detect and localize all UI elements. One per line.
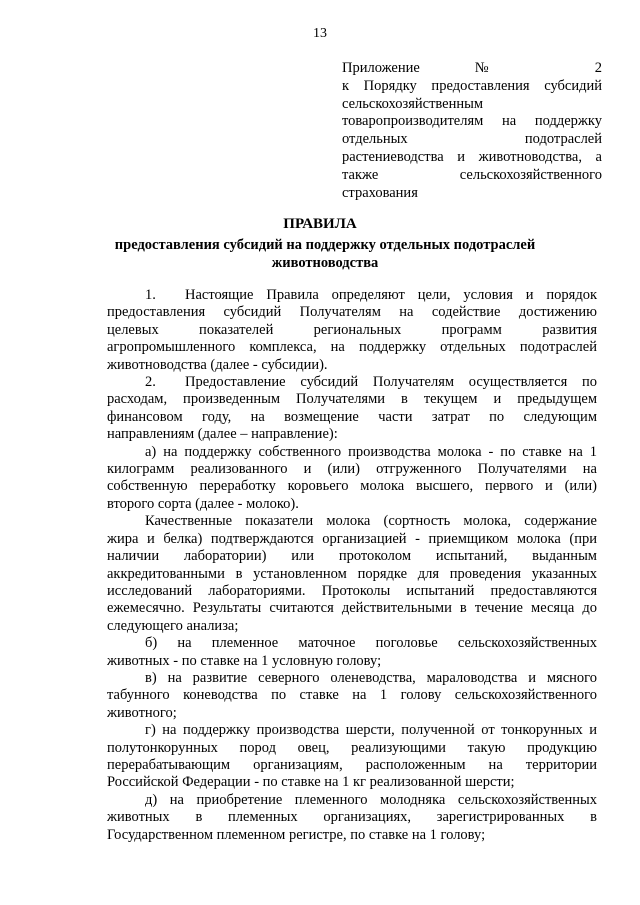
paragraph-d [107, 792, 597, 844]
paragraph-line: д) на приобретение племенного молодняка сельскохозяйственных [145, 791, 597, 808]
paragraph-quality [107, 513, 597, 635]
subtitle-line: животноводства [271, 255, 379, 271]
appendix-line: к Порядку предоставления субсидий [342, 77, 602, 94]
paragraph-line: расходам, произведенным Получателями в текущем и предыдущем [107, 391, 597, 408]
paragraph-line: Государственном племенном регистре, по ставке на 1 голову; [107, 826, 486, 843]
paragraph-line: животных в племенных организациях, зарегистрированных в [107, 809, 597, 826]
paragraph-line: полутонкорунных пород овец, реализующими такую продукцию [107, 739, 597, 756]
appendix-heading [342, 60, 602, 202]
paragraph-line: жира и белка) подтверждаются организацией - приемщиком молока (при [107, 530, 597, 547]
paragraph-line: финансовом году, на возмещение части затрат по следующим [107, 408, 597, 425]
paragraph-line: наличии лаборатории) или протоколом испытаний, выданным [107, 548, 597, 565]
appendix-line: также сельскохозяйственного [342, 166, 602, 183]
paragraph-a [107, 444, 597, 514]
paragraph-1 [107, 287, 597, 374]
document-body [107, 287, 597, 844]
paragraph-line: Качественные показатели молока (сортность молока, содержание [145, 513, 597, 530]
document-title: ПРАВИЛА [283, 216, 357, 232]
paragraph-number: 1. [145, 287, 156, 303]
paragraph-line: животных - по ставке на 1 условную голову; [107, 652, 382, 669]
paragraph-v [107, 670, 597, 722]
paragraph-line: направлениям (далее – направление): [107, 426, 338, 443]
paragraph-2 [107, 374, 597, 444]
paragraph-line: ежемесячно. Результаты считаются действительными в течение месяца до [107, 600, 597, 617]
paragraph-line: г) на поддержку производства шерсти, полученной от тонкорунных и [145, 722, 597, 739]
paragraph-line: табунного коневодства по ставке на 1 голову сельскохозяйственного [107, 687, 597, 704]
paragraph-line: исследований лабораториями. Протоколы испытаний предоставляются [107, 582, 597, 599]
paragraph-line: перерабатывающим организациям, расположенным на территории [107, 756, 597, 773]
paragraph-line: 1. Настоящие Правила определяют цели, условия и порядок [145, 287, 597, 303]
appendix-line: отдельных подотраслей [342, 131, 602, 148]
paragraph-line: б) на племенное маточное поголовье сельскохозяйственных [145, 635, 597, 652]
paragraph-line: Российской Федерации - по ставке на 1 кг реализованной шерсти; [107, 774, 515, 791]
paragraph-line: а) на поддержку собственного производства молока - по ставке на 1 [145, 443, 597, 460]
paragraph-line: в) на развитие северного оленеводства, мараловодства и мясного [145, 669, 597, 686]
paragraph-line: 2. Предоставление субсидий Получателям осуществляется по [145, 374, 597, 391]
paragraph-line: второго сорта (далее - молоко). [107, 495, 299, 512]
appendix-line: Приложение № 2 [342, 60, 602, 76]
paragraph-line: предоставления субсидий Получателям на содействие достижению [107, 304, 597, 321]
paragraph-number: 2. [145, 374, 156, 391]
paragraph-line: килограмм реализованного и (или) отгруженного Получателями на [107, 461, 597, 478]
document-subtitle [80, 236, 570, 272]
paragraph-line: агропромышленного комплекса, на поддержку отдельных подотраслей [107, 339, 597, 356]
paragraph-b [107, 635, 597, 670]
appendix-line: сельскохозяйственным [342, 95, 484, 112]
appendix-line: страхования [342, 184, 418, 201]
page-number: 13 [313, 26, 327, 41]
paragraph-line: целевых показателей региональных программ развития [107, 321, 597, 338]
paragraph-line: следующего анализа; [107, 617, 239, 634]
paragraph-line: животноводства (далее - субсидии). [107, 356, 328, 373]
appendix-line: товаропроизводителям на поддержку [342, 113, 602, 130]
paragraph-line: собственную переработку коровьего молока высшего, первого и (или) [107, 478, 597, 495]
appendix-line: растениеводства и животноводства, а [342, 148, 602, 165]
paragraph-g [107, 722, 597, 792]
paragraph-line: аккредитованными в установленном порядке для проведения указанных [107, 565, 597, 582]
subtitle-line: предоставления субсидий на поддержку отдельных подотраслей [114, 237, 536, 253]
paragraph-line: животного; [107, 704, 177, 721]
